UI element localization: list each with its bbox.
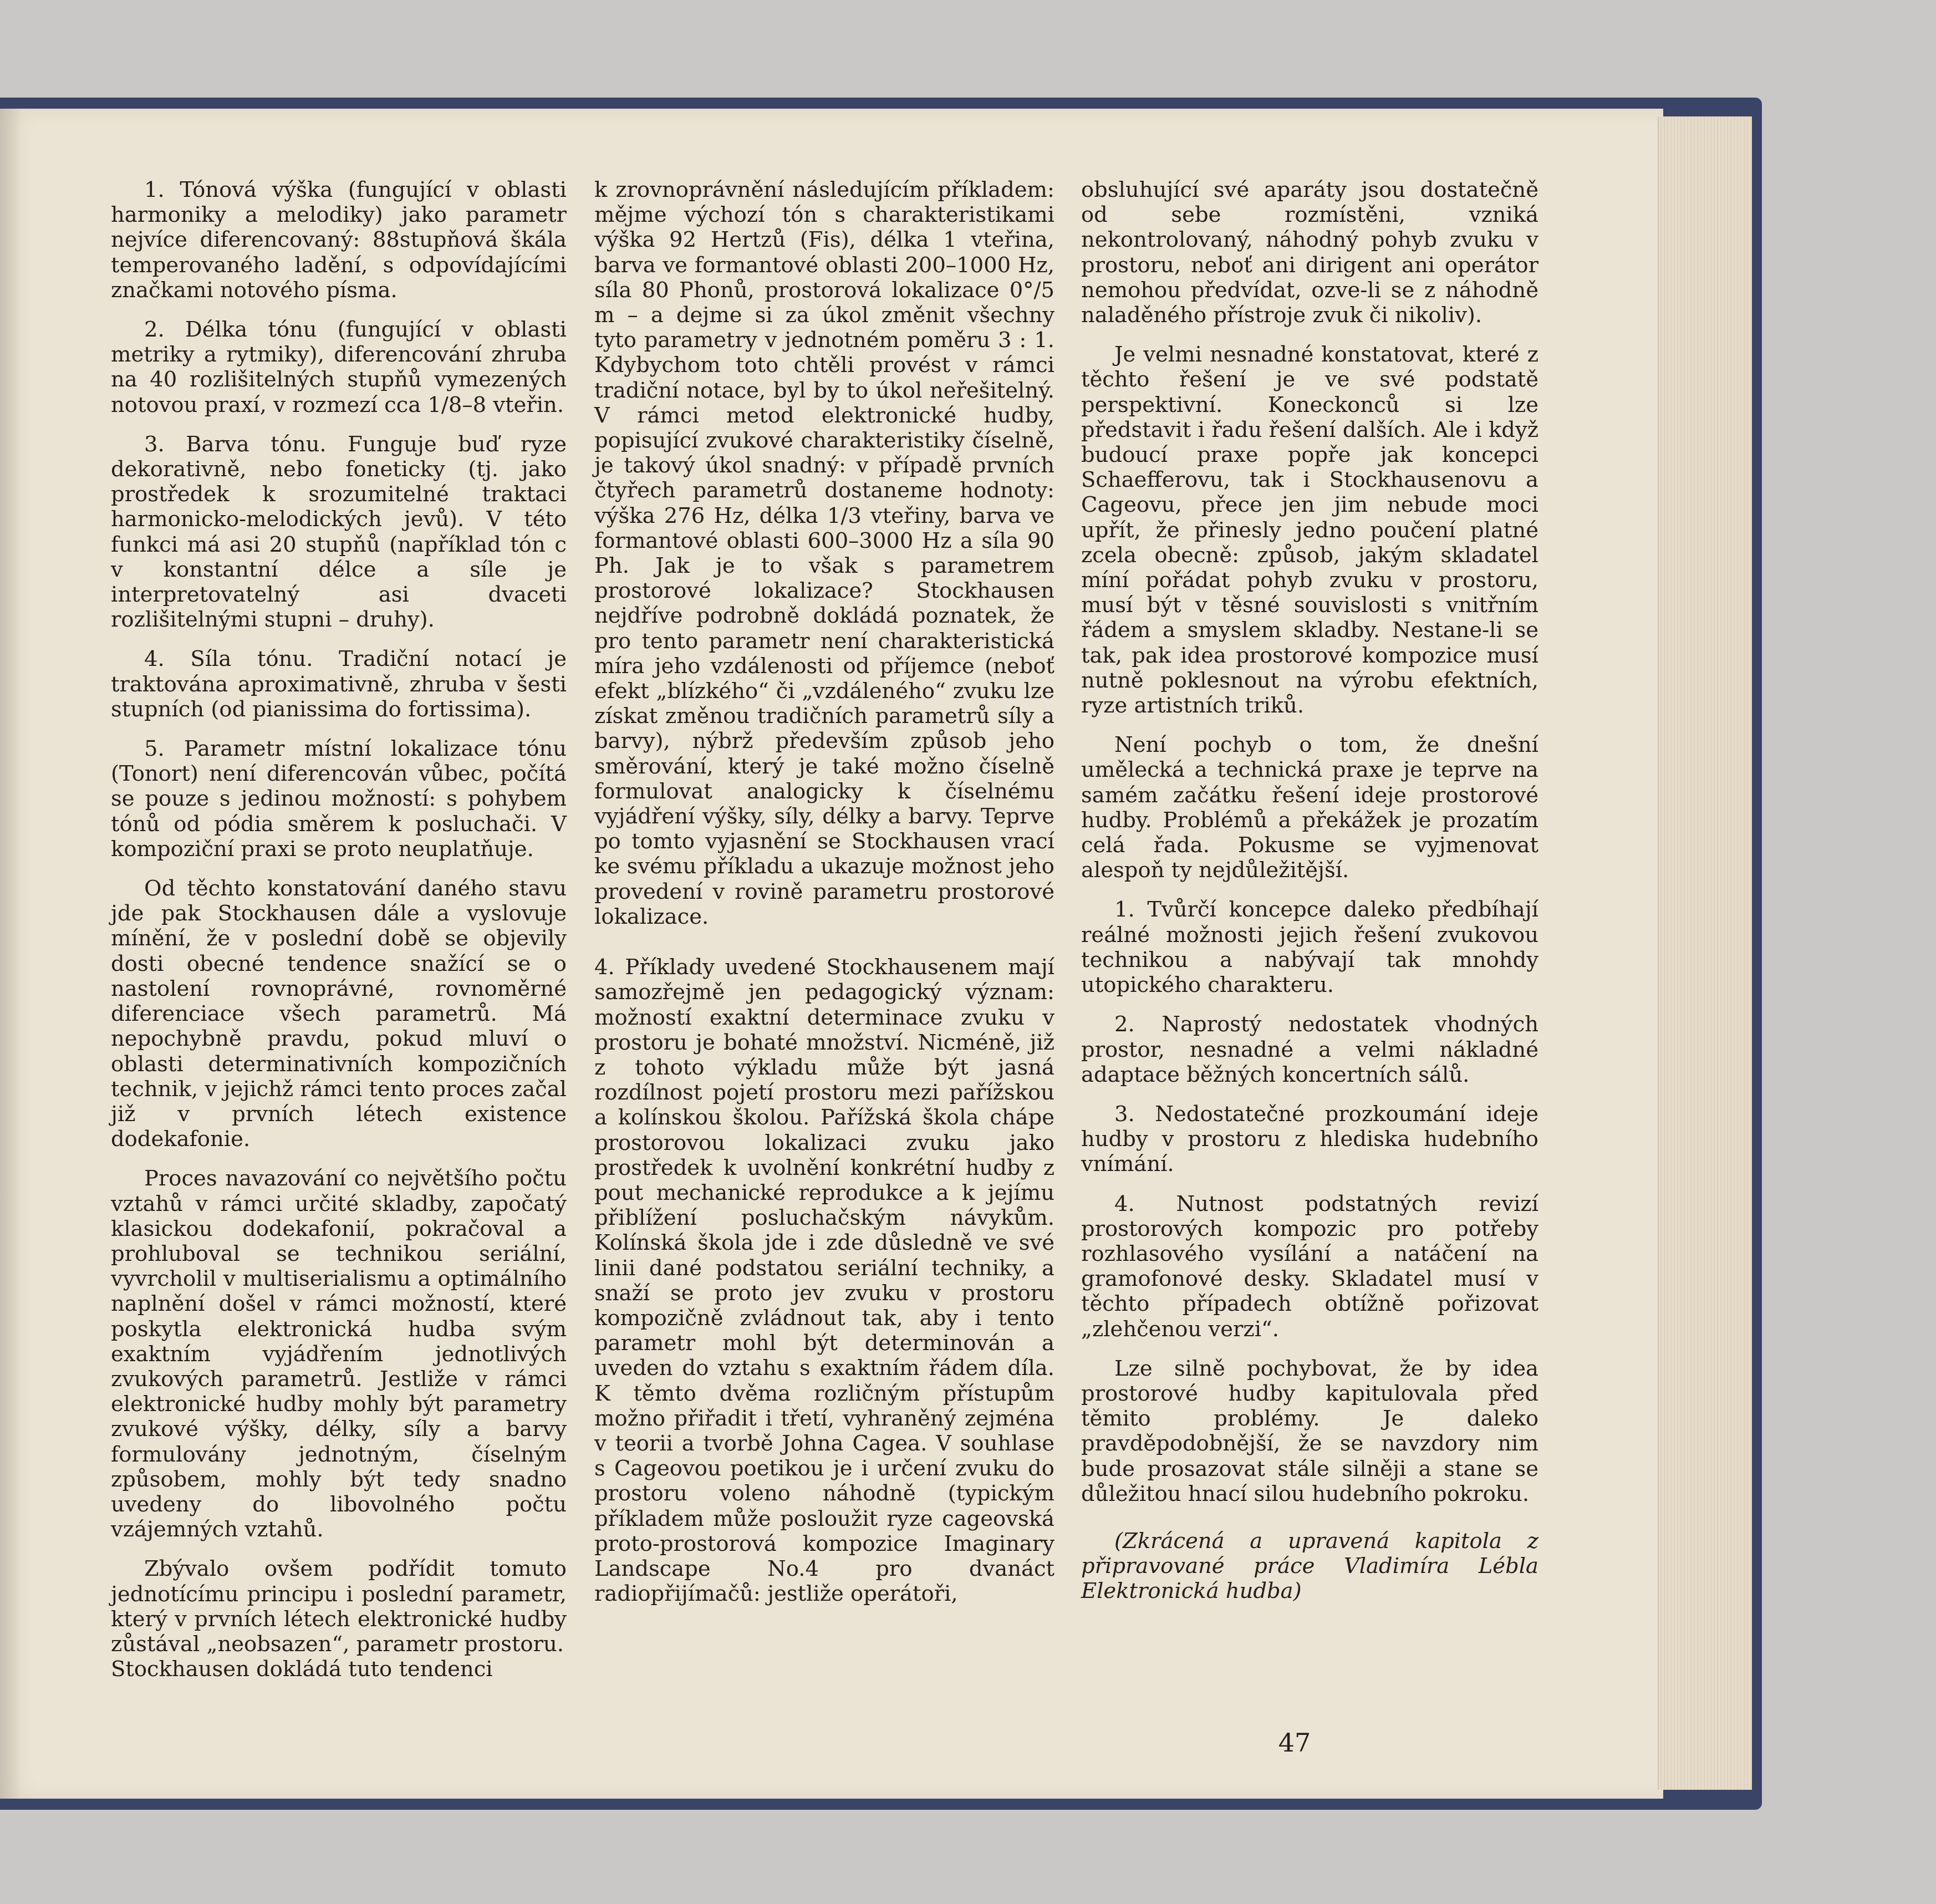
page-edges [1658, 116, 1752, 1790]
paragraph: 3. Barva tónu. Funguje buď ryze dekorativně, nebo foneticky (tj. jako prostředek k srozumitelné traktaci harmonicko-melodických jevů). V této funkci má asi 20 stupňů (například tón c v konstantní délce a síle je interpretovatelný asi dvaceti rozlišitelnými stupni – druhy). [111, 431, 567, 633]
paragraph: 4. Síla tónu. Tradiční notací je traktována aproximativně, zhruba v šesti stupních (od pianissima do fortissima). [111, 646, 567, 722]
paragraph: Stockhausen dokládá tuto tendenci [111, 1657, 493, 1682]
paragraph: 5. Parametr místní lokalizace tónu (Tonort) není diferencován vůbec, počítá se pouze s jedinou možností: s pohybem tónů od pódia směrem k posluchači. V kompoziční praxi se proto neuplatňuje. [111, 736, 567, 862]
text-column-2 [594, 177, 1054, 1621]
source-note: (Zkrácená a upravená kapitola z připravované práce Vladimíra Lébla Elektronická hudba) [1081, 1528, 1538, 1604]
page-number: 47 [1278, 1728, 1311, 1758]
paragraph: obsluhující své aparáty jsou dostatečně od sebe rozmístěni, vzniká nekontrolovaný, náhodný pohyb zvuku v prostoru, neboť ani dirigent ani operátor nemohou předvídat, ozve-li se z náhodně naladěného přístroje zvuk či nikoliv). [1081, 177, 1538, 328]
text-column-3 [1081, 177, 1538, 1618]
spine-shadow [0, 109, 22, 1799]
paragraph: Lze silně pochybovat, že by idea prostorové hudby kapitulovala před těmito problémy. Je daleko pravděpodobnější, že se navzdory nim bude prosazovat stále silněji a stane se důležitou hnací silou hudebního pokroku. [1081, 1356, 1538, 1506]
paragraph: Není pochyb o tom, že dnešní umělecká a technická praxe je teprve na samém začátku řešení ideje prostorové hudby. Problémů a překážek je prozatím celá řada. Pokusme se vyjmenovat alespoň ty nejdůležitější. [1081, 732, 1538, 883]
paragraph: Zbývalo ovšem podřídit tomuto jednotícímu principu i poslední parametr, který v prvních létech elektronické hudby zůstával „neobsazen“, parametr prostoru. [111, 1556, 567, 1657]
list-item: 3. Nedostatečné prozkoumání ideje hudby v prostoru z hlediska hudebního vnímání. [1081, 1101, 1538, 1177]
list-item: 2. Naprostý nedostatek vhodných prostor, nesnadné a velmi nákladné adaptace běžných koncertních sálů. [1081, 1012, 1538, 1087]
paragraph: Proces navazování co největšího počtu vztahů v rámci určité skladby, započatý klasickou dodekafonií, pokračoval a prohluboval se technikou seriální, vyvrcholil v multiserialismu a optimálního naplnění došel v rámci možností, které poskytla elektronická hudba svým exaktním vyjádřením jednotlivých zvukových parametrů. Jestliže v rámci elektronické hudby mohly být parametry zvukové výšky, délky, síly a barvy formulovány jednotným, číselným způsobem, mohly být tedy snadno uvedeny do libovolného počtu vzájemných vztahů. [111, 1166, 567, 1542]
paragraph: Od těchto konstatování daného stavu jde pak Stockhausen dále a vyslovuje mínění, že v poslední době se objevily dosti obecné tendence snažící se o nastolení rovnoprávné, rovnoměrné diferenciace všech parametrů. Má nepochybně pravdu, pokud mluví o oblasti determinativních kompozičních technik, v jejichž rámci tento proces začal již v prvních létech existence dodekafonie. [111, 876, 567, 1152]
text-column-1 [111, 177, 567, 1696]
paragraph: k zrovnoprávnění následujícím příkladem: mějme výchozí tón s charakteristikami výška 92 Hertzů (Fis), délka 1 vteřina, barva ve formantové oblasti 200–1000 Hz, síla 80 Phonů, prostorová lokalizace 0°/5 m – a dejme si za úkol změnit všechny tyto parametry v jednotném poměru 3 : 1. Kdybychom toto chtěli provést v rámci tradiční notace, byl by to úkol neřešitelný. V rámci metod elektronické hudby, popisující zvukové charakteristiky číselně, je takový úkol snadný: v případě prvních čtyřech parametrů dostaneme hodnoty: výška 276 Hz, délka 1/3 vteřiny, barva ve formantové oblasti 600–3000 Hz a síla 90 Ph. Jak je to však s parametrem prostorové lokalizace? Stockhausen nejdříve podrobně dokládá poznatek, že pro tento parametr není charakteristická míra jeho vzdálenosti od příjemce (neboť efekt „blízkého“ či „vzdáleného“ zvuku lze získat změnou tradičních parametrů síly a barvy), nýbrž především způsob jeho směrování, který je také možno číselně formulovat analogicky k číselnému vyjádření výšky, síly, délky a barvy. Teprve po tomto vyjasnění se Stockhausen vrací ke svému příkladu a ukazuje možnost jeho provedení v rovině parametru prostorové lokalizace. [594, 177, 1054, 929]
section-paragraph: 4. Příklady uvedené Stockhausenem mají samozřejmě jen pedagogický význam: možností exaktní determinace zvuku v prostoru je bohaté množství. Nicméně, již z tohoto výkladu může být jasná rozdílnost pojetí prostoru mezi pařížskou a kolínskou školou. Pařížská škola chápe prostorovou lokalizaci zvuku jako prostředek k uvolnění konkrétní hudby z pout mechanické reprodukce a k jejímu přiblížení posluchačským návykům. Kolínská škola jde i zde důsledně ve své linii dané podstatou seriální techniky, a snaží se proto jev zvuku v prostoru kompozičně zvládnout tak, aby i tento parametr mohl být determinován a uveden do vztahu s exaktním řádem díla. K těmto dvěma rozličným přístupům možno přiřadit i třetí, vyhraněný zejména v teorii a tvorbě Johna Cagea. V souhlase s Cageovou poetikou je i určení zvuku do prostoru voleno náhodně (typickým příkladem může posloužit ryze cageovská proto-prostorová kompozice Imaginary Landscape No.4 pro dvanáct radiopřijímačů: jestliže operátoři, [594, 955, 1054, 1607]
list-item: 1. Tvůrčí koncepce daleko předbíhají reálné možnosti jejich řešení zvukovou technikou a nabývají tak mnohdy utopického charakteru. [1081, 897, 1538, 998]
paragraph: Je velmi nesnadné konstatovat, které z těchto řešení je ve své podstatě perspektivní. Koneckonců si lze představit i řadu řešení dalších. Ale i když budoucí praxe popře jak koncepci Schaefferovu, tak i Stockhausenovu a Cageovu, přece jen jim nebude moci upřít, že přinesly jedno poučení platné zcela obecně: způsob, jakým skladatel míní pořádat pohyb zvuku v prostoru, musí být v těsné souvislosti s vnitřním řádem a smyslem skladby. Nestane-li se tak, pak idea prostorové kompozice musí nutně poklesnout na výrobu efektních, ryze artistních triků. [1081, 342, 1538, 719]
paragraph: 2. Délka tónu (fungující v oblasti metriky a rytmiky), diferencování zhruba na 40 rozlišitelných stupňů vymezených notovou praxí, v rozmezí cca 1/8–8 vteřin. [111, 317, 567, 418]
list-item: 4. Nutnost podstatných revizí prostorových kompozic pro potřeby rozhlasového vysílání a natáčení na gramofonové desky. Skladatel musí v těchto případech obtížně pořizovat „zlehčenou verzi“. [1081, 1191, 1538, 1342]
paragraph: 1. Tónová výška (fungující v oblasti harmoniky a melodiky) jako parametr nejvíce diferencovaný: 88stupňová škála temperovaného ladění, s odpovídajícími značkami notového písma. [111, 177, 567, 303]
